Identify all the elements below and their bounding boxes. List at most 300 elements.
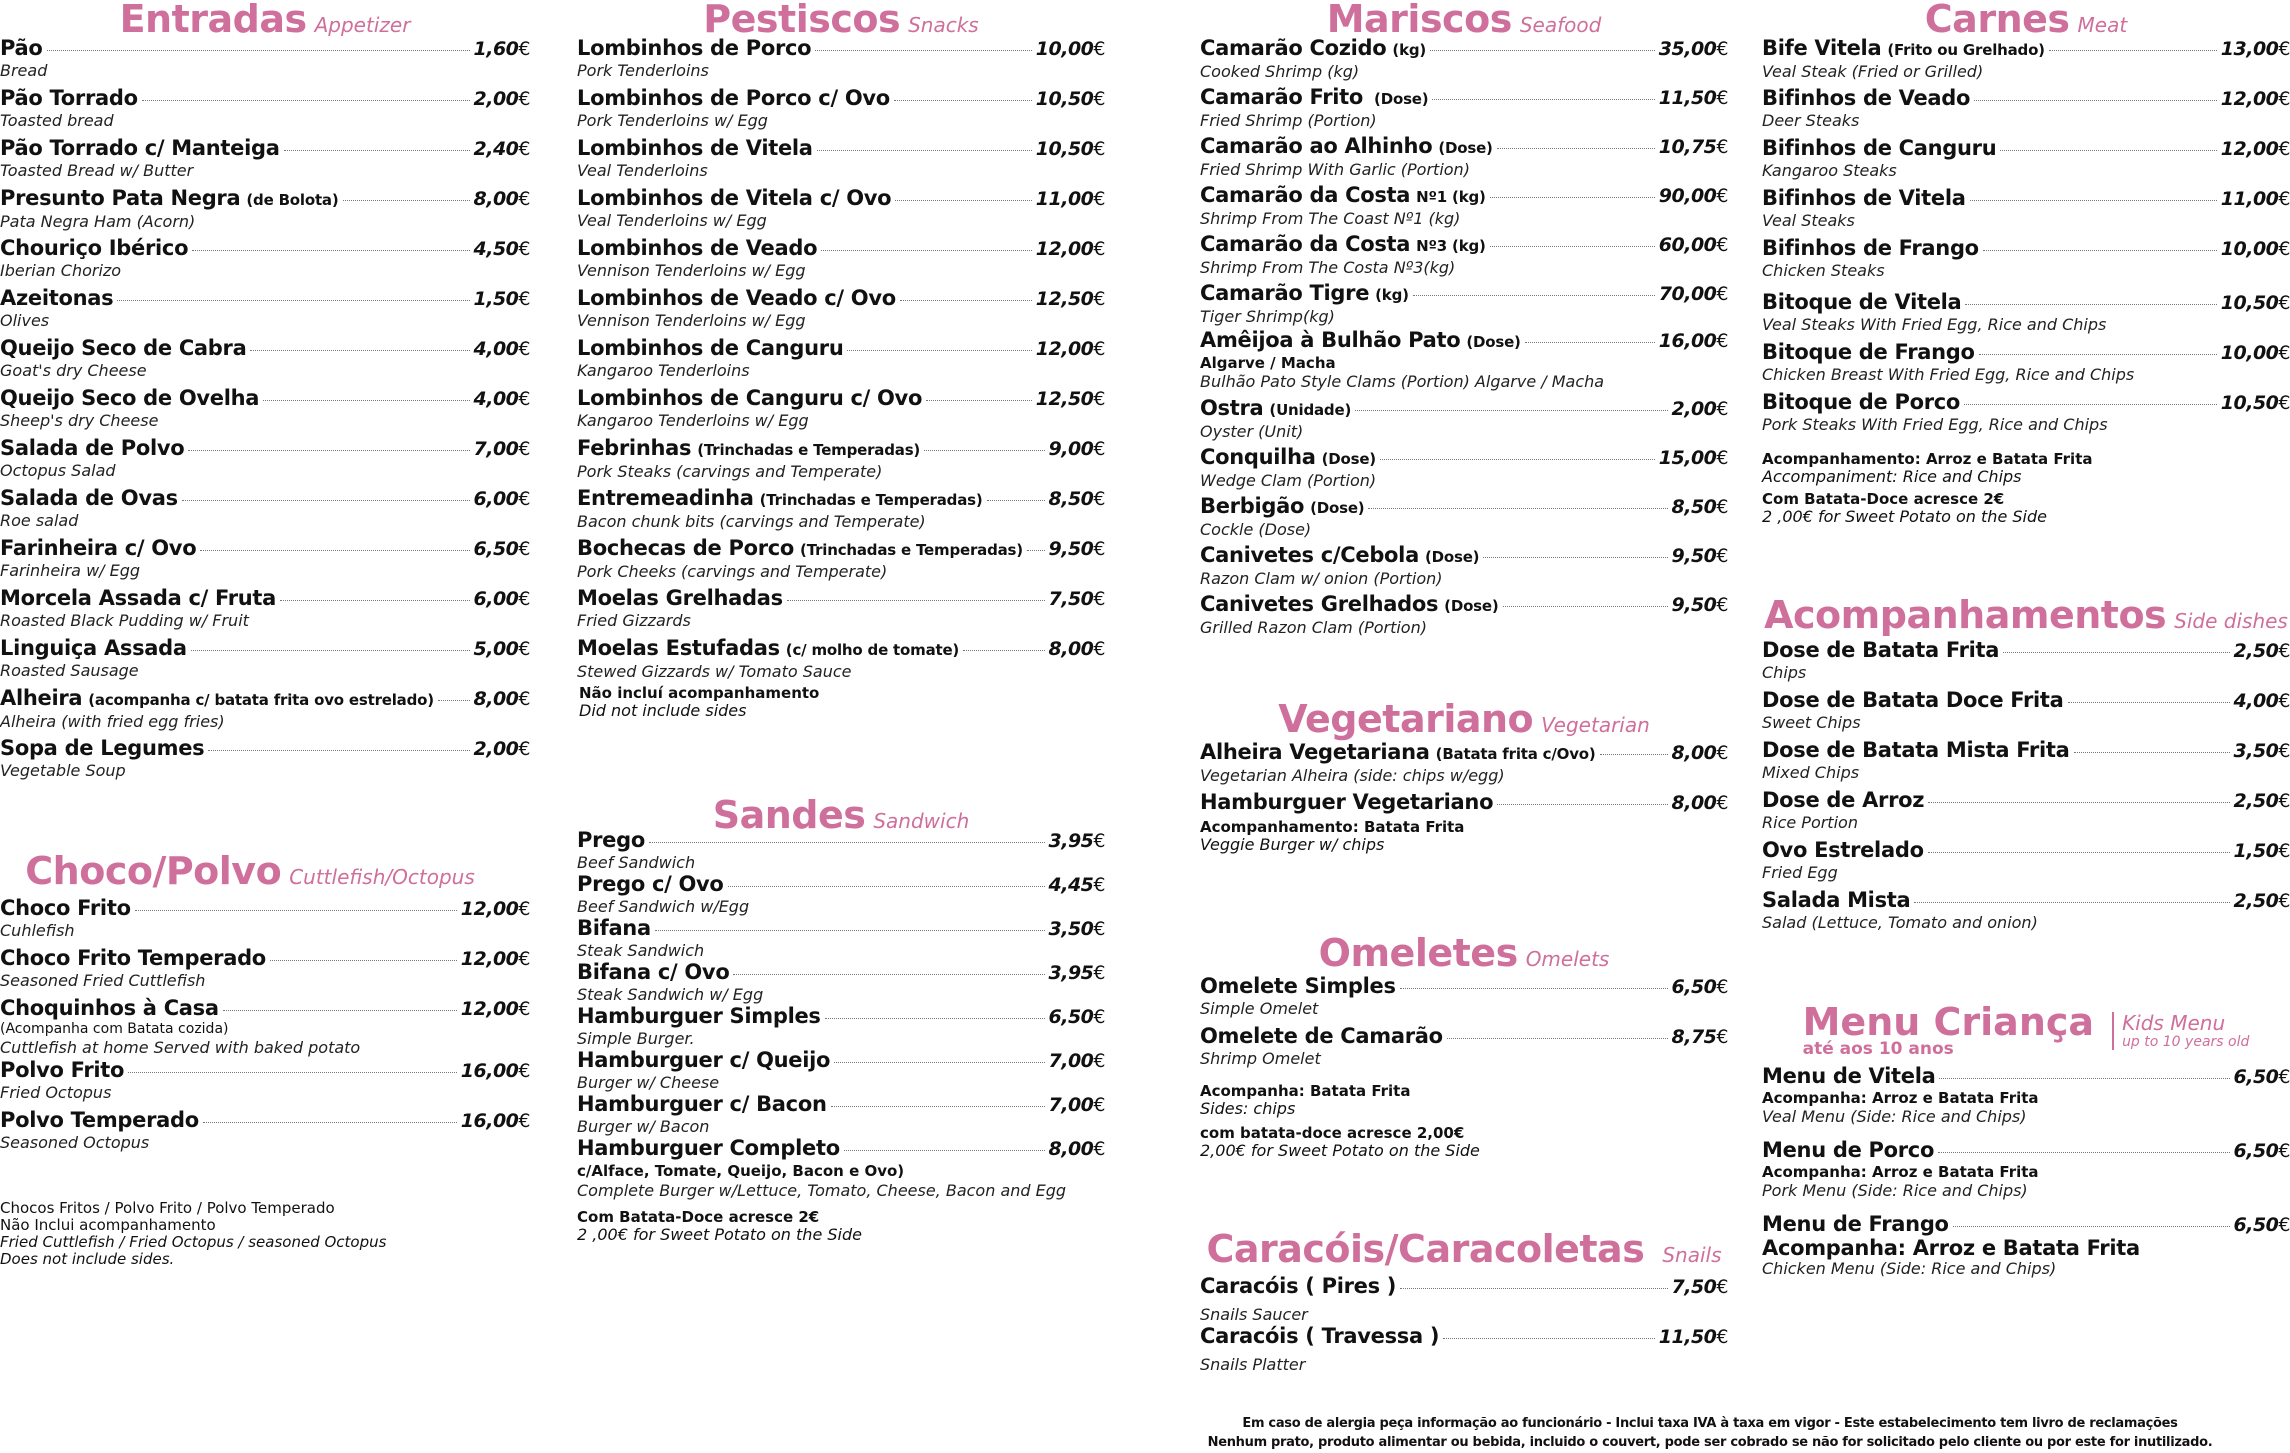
item-price bbox=[1672, 593, 1728, 617]
item-name bbox=[1762, 290, 1961, 314]
footer-line-2: Nenhum prato, produto alimentar ou bebida, incluido o couvert, pode ser cobrado se não for solicitado pelo cliente ou por este for inutilizado. bbox=[1207, 1435, 2213, 1450]
item-name-text: Amêijoa à Bulhão Pato bbox=[1200, 328, 1461, 352]
euro-symbol: € bbox=[518, 538, 530, 560]
item-name-text: Lombinhos de Canguru bbox=[577, 336, 844, 360]
euro-symbol: € bbox=[2278, 38, 2290, 60]
item-name bbox=[0, 686, 434, 712]
item-name bbox=[1762, 738, 2070, 762]
price-value: 8,00 bbox=[1048, 1138, 1094, 1160]
dot-leader bbox=[847, 350, 1031, 351]
section-acompanhamentos bbox=[1762, 593, 2290, 932]
item-name-text: Dose de Batata Doce Frita bbox=[1762, 688, 2064, 712]
menu-item bbox=[1200, 183, 1728, 228]
section-title bbox=[0, 0, 530, 41]
menu-item bbox=[577, 336, 1105, 380]
euro-symbol: € bbox=[518, 998, 530, 1020]
item-name bbox=[577, 1048, 830, 1072]
item-price bbox=[1049, 1049, 1105, 1073]
item-name bbox=[1200, 592, 1499, 618]
price-value: 8,00 bbox=[473, 188, 519, 210]
euro-symbol: € bbox=[518, 738, 530, 760]
item-desc: Alheira (with fried egg fries) bbox=[0, 712, 225, 731]
item-name bbox=[577, 536, 1023, 562]
item-name-text: Lombinhos de Vitela c/ Ovo bbox=[577, 186, 892, 210]
menu-item bbox=[577, 136, 1105, 180]
price-value: 10,50 bbox=[1035, 138, 1094, 160]
section-title bbox=[1200, 697, 1728, 741]
item-row bbox=[1762, 888, 2290, 913]
carnes-notes bbox=[1762, 450, 2093, 526]
item-name bbox=[1200, 445, 1376, 471]
item-name-text: Entremeadinha bbox=[577, 486, 754, 510]
price-value: 6,00 bbox=[473, 588, 519, 610]
menu-item bbox=[577, 86, 1105, 130]
item-price bbox=[474, 337, 530, 361]
item-name bbox=[1200, 790, 1493, 814]
euro-symbol: € bbox=[518, 1060, 530, 1082]
price-value: 6,50 bbox=[1671, 976, 1717, 998]
menu-item bbox=[1200, 328, 1728, 391]
item-row bbox=[1200, 281, 1728, 307]
price-value: 6,50 bbox=[473, 538, 519, 560]
item-price bbox=[474, 237, 530, 261]
item-name-text: Camarão Tigre bbox=[1200, 281, 1370, 305]
dot-leader bbox=[191, 650, 470, 651]
item-name-text: Bifinhos de Canguru bbox=[1762, 136, 1997, 160]
price-value: 8,50 bbox=[1048, 488, 1094, 510]
price-value: 60,00 bbox=[1658, 234, 1717, 256]
menu-item bbox=[0, 996, 530, 1057]
item-price bbox=[1049, 487, 1105, 511]
menu-item bbox=[0, 636, 530, 680]
note-pt: Acompanha: Batata Frita bbox=[1200, 1082, 1411, 1100]
item-row bbox=[577, 236, 1105, 261]
item-desc: Vegetable Soup bbox=[0, 761, 126, 780]
dot-leader bbox=[1503, 606, 1668, 607]
dot-leader bbox=[142, 100, 470, 101]
item-desc: Tiger Shrimp(kg) bbox=[1200, 307, 1335, 326]
item-name-text: Menu de Vitela bbox=[1762, 1064, 1936, 1088]
euro-symbol: € bbox=[2278, 138, 2290, 160]
item-name-text: Moelas Estufadas bbox=[577, 636, 780, 660]
menu-item bbox=[0, 946, 530, 990]
item-name-text: Menu de Porco bbox=[1762, 1138, 1935, 1162]
item-row bbox=[0, 486, 530, 511]
item-name bbox=[0, 236, 188, 260]
item-desc: Chicken Breast With Fried Egg, Rice and Chips bbox=[1762, 365, 2135, 384]
item-name bbox=[1200, 396, 1351, 422]
item-name-text: Hamburguer Vegetariano bbox=[1200, 790, 1494, 814]
item-row bbox=[1762, 1064, 2290, 1089]
menu-item bbox=[0, 896, 530, 940]
item-price bbox=[2221, 341, 2290, 365]
menu-item bbox=[1762, 86, 2290, 130]
menu-item bbox=[0, 736, 530, 780]
menu-item bbox=[1200, 974, 1728, 1018]
item-price bbox=[474, 387, 530, 411]
euro-symbol: € bbox=[518, 288, 530, 310]
item-name bbox=[1200, 494, 1364, 520]
item-name-extra: (Dose) bbox=[1310, 499, 1365, 517]
title-en: Meat bbox=[2077, 13, 2128, 37]
item-price bbox=[2234, 689, 2290, 713]
dot-leader bbox=[128, 1072, 457, 1073]
item-name-text: Conquilha bbox=[1200, 445, 1316, 469]
dot-leader bbox=[1964, 404, 2217, 405]
dot-leader bbox=[343, 200, 470, 201]
note-pt: com batata-doce acresce 2,00€ bbox=[1200, 1124, 1465, 1142]
item-desc: Pork Tenderloins w/ Egg bbox=[577, 111, 768, 130]
dot-leader bbox=[834, 1062, 1044, 1063]
price-value: 12,00 bbox=[460, 948, 519, 970]
euro-symbol: € bbox=[1093, 188, 1105, 210]
item-name bbox=[1200, 36, 1426, 62]
dot-leader bbox=[135, 910, 457, 911]
euro-symbol: € bbox=[1716, 792, 1728, 814]
item-name bbox=[577, 828, 645, 852]
item-name bbox=[1762, 186, 1966, 210]
price-value: 13,00 bbox=[2220, 38, 2279, 60]
note-pt: Acompanhamento: Arroz e Batata Frita bbox=[1762, 450, 2093, 468]
item-name bbox=[1200, 281, 1409, 307]
dot-leader bbox=[1525, 342, 1655, 343]
price-value: 6,50 bbox=[2233, 1140, 2279, 1162]
item-name bbox=[1762, 688, 2064, 712]
item-row bbox=[577, 186, 1105, 211]
euro-symbol: € bbox=[2278, 740, 2290, 762]
item-desc: Fried Shrimp With Garlic (Portion) bbox=[1200, 160, 1470, 179]
item-row bbox=[0, 36, 530, 61]
dot-leader bbox=[2049, 50, 2217, 51]
item-name bbox=[1200, 1324, 1439, 1348]
item-name-text: Bifinhos de Frango bbox=[1762, 236, 1979, 260]
item-name-text: Bife Vitela bbox=[1762, 36, 1882, 60]
item-desc: Pork Steaks (carvings and Temperate) bbox=[577, 462, 883, 481]
price-value: 4,00 bbox=[2233, 690, 2279, 712]
menu-item bbox=[1762, 186, 2290, 230]
item-price bbox=[1036, 187, 1105, 211]
menu-item bbox=[577, 186, 1105, 230]
euro-symbol: € bbox=[1093, 1006, 1105, 1028]
item-name bbox=[577, 586, 783, 610]
price-value: 2,50 bbox=[2233, 790, 2279, 812]
dot-leader bbox=[1983, 250, 2217, 251]
item-row bbox=[1200, 1024, 1728, 1049]
item-note: Acompanha: Arroz e Batata Frita bbox=[1762, 1163, 2039, 1181]
item-row bbox=[577, 636, 1105, 662]
euro-symbol: € bbox=[1716, 330, 1728, 352]
dot-leader bbox=[649, 842, 1045, 843]
item-name-text: Dose de Batata Mista Frita bbox=[1762, 738, 2070, 762]
item-price bbox=[1036, 237, 1105, 261]
menu-item bbox=[1762, 136, 2290, 180]
item-price bbox=[1036, 137, 1105, 161]
item-desc: Kangaroo Tenderloins w/ Egg bbox=[577, 411, 809, 430]
item-row bbox=[577, 1004, 1105, 1029]
item-desc: Chicken Steaks bbox=[1762, 261, 1885, 280]
item-row bbox=[1200, 543, 1728, 569]
item-desc: Olives bbox=[0, 311, 50, 330]
item-name bbox=[1762, 86, 1970, 110]
item-row bbox=[0, 1058, 530, 1083]
menu-item bbox=[1200, 1274, 1728, 1324]
dot-leader bbox=[2000, 150, 2216, 151]
dot-leader bbox=[188, 450, 469, 451]
price-value: 8,00 bbox=[473, 688, 519, 710]
menu-item bbox=[577, 386, 1105, 430]
menu-item bbox=[0, 486, 530, 530]
dot-leader bbox=[1965, 304, 2216, 305]
euro-symbol: € bbox=[518, 138, 530, 160]
item-name-text: Camarão da Costa bbox=[1200, 232, 1411, 256]
dot-leader bbox=[825, 1018, 1045, 1019]
price-value: 70,00 bbox=[1658, 283, 1717, 305]
item-price bbox=[461, 947, 530, 971]
item-name bbox=[577, 486, 983, 512]
item-name-text: Omelete Simples bbox=[1200, 974, 1396, 998]
item-name bbox=[0, 1058, 124, 1082]
item-row bbox=[0, 136, 530, 161]
price-value: 90,00 bbox=[1658, 185, 1717, 207]
item-row bbox=[1200, 328, 1728, 354]
item-name bbox=[577, 960, 729, 984]
menu-item bbox=[0, 686, 530, 731]
item-desc: Mixed Chips bbox=[1762, 763, 1860, 782]
item-price bbox=[1036, 337, 1105, 361]
item-name-text: Choco Frito Temperado bbox=[0, 946, 266, 970]
item-desc: Cooked Shrimp (kg) bbox=[1200, 62, 1360, 81]
item-name-extra: (Dose) bbox=[1466, 333, 1521, 351]
euro-symbol: € bbox=[518, 638, 530, 660]
item-desc: Complete Burger w/Lettuce, Tomato, Cheese, Bacon and Egg bbox=[577, 1181, 1067, 1200]
menu-item bbox=[577, 1004, 1105, 1048]
price-value: 12,50 bbox=[1035, 388, 1094, 410]
item-name-text: Caracóis ( Pires ) bbox=[1200, 1274, 1397, 1298]
item-row bbox=[1762, 1138, 2290, 1163]
title-en: Side dishes bbox=[2174, 609, 2288, 633]
item-row bbox=[1200, 790, 1728, 815]
item-desc: Roasted Black Pudding w/ Fruit bbox=[0, 611, 249, 630]
item-name-text: Morcela Assada c/ Fruta bbox=[0, 586, 277, 610]
dot-leader bbox=[1027, 550, 1045, 551]
item-name-text: Pão Torrado bbox=[0, 86, 138, 110]
item-desc: Rice Portion bbox=[1762, 813, 1858, 832]
item-price bbox=[1049, 1093, 1105, 1117]
item-name-text: Sopa de Legumes bbox=[0, 736, 205, 760]
item-name bbox=[1200, 328, 1521, 354]
note-en: 2,00€ for Sweet Potato on the Side bbox=[1200, 1141, 1480, 1160]
euro-symbol: € bbox=[1093, 288, 1105, 310]
item-name-text: Choquinhos à Casa bbox=[0, 996, 219, 1020]
price-value: 3,95 bbox=[1048, 962, 1094, 984]
euro-symbol: € bbox=[2278, 292, 2290, 314]
price-value: 12,00 bbox=[460, 998, 519, 1020]
euro-symbol: € bbox=[1093, 338, 1105, 360]
price-value: 9,50 bbox=[1048, 538, 1094, 560]
item-desc: Seasoned Fried Cuttlefish bbox=[0, 971, 206, 990]
price-value: 12,00 bbox=[1035, 238, 1094, 260]
item-name bbox=[577, 436, 920, 462]
item-price bbox=[1049, 537, 1105, 561]
menu-item bbox=[1200, 281, 1728, 326]
item-row bbox=[1200, 36, 1728, 62]
item-desc: Roe salad bbox=[0, 511, 79, 530]
item-name-extra: (de Bolota) bbox=[246, 191, 339, 209]
item-name bbox=[0, 36, 43, 60]
euro-symbol: € bbox=[2278, 840, 2290, 862]
menu-item bbox=[577, 536, 1105, 581]
item-name-text: Salada Mista bbox=[1762, 888, 1911, 912]
item-name bbox=[1762, 1064, 1935, 1088]
omeletes-notes bbox=[1200, 1082, 1480, 1160]
euro-symbol: € bbox=[2278, 1214, 2290, 1236]
dot-leader bbox=[1447, 1038, 1668, 1039]
price-value: 11,50 bbox=[1658, 87, 1717, 109]
item-price bbox=[1659, 37, 1728, 61]
item-name bbox=[1762, 788, 1924, 812]
price-value: 12,00 bbox=[460, 898, 519, 920]
note-en: Veggie Burger w/ chips bbox=[1200, 835, 1385, 854]
note-en: Sides: chips bbox=[1200, 1099, 1296, 1118]
euro-symbol: € bbox=[1716, 594, 1728, 616]
menu-item bbox=[1200, 134, 1728, 179]
title-pt: Caracóis/Caracoletas bbox=[1206, 1227, 1645, 1271]
item-name bbox=[0, 996, 219, 1020]
dot-leader bbox=[1938, 1152, 2229, 1153]
euro-symbol: € bbox=[1093, 638, 1105, 660]
euro-symbol: € bbox=[2278, 790, 2290, 812]
item-name bbox=[1762, 638, 1999, 662]
euro-symbol: € bbox=[1716, 545, 1728, 567]
item-desc: Kangaroo Steaks bbox=[1762, 161, 1897, 180]
price-value: 9,50 bbox=[1671, 594, 1717, 616]
euro-symbol: € bbox=[1093, 588, 1105, 610]
title-en: Cuttlefish/Octopus bbox=[289, 865, 475, 889]
item-desc: Chips bbox=[1762, 663, 1807, 682]
item-name bbox=[1762, 390, 1960, 414]
price-value: 4,00 bbox=[473, 388, 519, 410]
title-pt: Mariscos bbox=[1326, 0, 1512, 41]
dot-leader bbox=[1974, 100, 2217, 101]
item-name bbox=[577, 36, 811, 60]
item-row bbox=[1200, 134, 1728, 160]
item-desc: Toasted Bread w/ Butter bbox=[0, 161, 194, 180]
dot-leader bbox=[2074, 752, 2230, 753]
item-row bbox=[0, 736, 530, 761]
item-name-text: Salada de Ovas bbox=[0, 486, 178, 510]
item-name bbox=[0, 286, 113, 310]
price-value: 3,95 bbox=[1048, 830, 1094, 852]
price-value: 15,00 bbox=[1658, 447, 1717, 469]
item-price bbox=[1049, 437, 1105, 461]
item-price bbox=[2234, 1213, 2290, 1237]
item-desc: Goat's dry Cheese bbox=[0, 361, 147, 380]
item-row bbox=[577, 336, 1105, 361]
item-note: (Acompanha com Batata cozida) bbox=[0, 1021, 229, 1037]
price-value: 6,50 bbox=[1048, 1006, 1094, 1028]
item-name-extra: (Trinchadas e Temperadas) bbox=[697, 441, 921, 459]
dot-leader bbox=[192, 250, 469, 251]
item-name-extra: (Trinchadas e Temperadas) bbox=[759, 491, 983, 509]
item-price bbox=[1049, 587, 1105, 611]
item-name bbox=[0, 1108, 199, 1132]
title-pt: Omeletes bbox=[1318, 931, 1518, 975]
item-name bbox=[577, 136, 813, 160]
price-value: 1,50 bbox=[473, 288, 519, 310]
euro-symbol: € bbox=[1093, 238, 1105, 260]
dot-leader bbox=[1600, 754, 1668, 755]
item-name-extra: (Dose) bbox=[1438, 139, 1493, 157]
item-row bbox=[1762, 290, 2290, 315]
item-row bbox=[577, 86, 1105, 111]
item-price bbox=[2234, 789, 2290, 813]
item-row bbox=[0, 586, 530, 611]
dot-leader bbox=[815, 50, 1032, 51]
title-en: Vegetarian bbox=[1541, 713, 1650, 737]
item-name-text: Lombinhos de Veado c/ Ovo bbox=[577, 286, 896, 310]
item-row bbox=[1200, 183, 1728, 209]
item-desc: Deer Steaks bbox=[1762, 111, 1860, 130]
item-name-text: Bitoque de Porco bbox=[1762, 390, 1961, 414]
menu-item bbox=[0, 36, 530, 80]
item-row bbox=[1762, 390, 2290, 415]
dot-leader bbox=[203, 1122, 457, 1123]
menu-item bbox=[1200, 85, 1728, 130]
item-desc: Simple Omelet bbox=[1200, 999, 1319, 1018]
item-name bbox=[577, 1136, 840, 1160]
item-name-extra: Nº3 (kg) bbox=[1416, 237, 1486, 255]
dot-leader bbox=[2003, 652, 2229, 653]
item-name-text: Bifinhos de Vitela bbox=[1762, 186, 1966, 210]
menu-item bbox=[1762, 390, 2290, 434]
item-desc: Pork Steaks With Fried Egg, Rice and Chips bbox=[1762, 415, 2108, 434]
item-name-text: Lombinhos de Vitela bbox=[577, 136, 813, 160]
item-price bbox=[1672, 975, 1728, 999]
item-name bbox=[0, 736, 204, 760]
item-row bbox=[1200, 396, 1728, 422]
menu-item bbox=[1200, 445, 1728, 490]
menu-item bbox=[577, 1048, 1105, 1092]
euro-symbol: € bbox=[2278, 88, 2290, 110]
section-title bbox=[1200, 1227, 1728, 1271]
item-name-text: Lombinhos de Veado bbox=[577, 236, 818, 260]
item-desc: Beef Sandwich w/Egg bbox=[577, 897, 750, 916]
dot-leader bbox=[117, 300, 469, 301]
price-value: 10,50 bbox=[1035, 88, 1094, 110]
item-price bbox=[474, 287, 530, 311]
item-price bbox=[1672, 397, 1728, 421]
item-row bbox=[0, 946, 530, 971]
item-row bbox=[577, 286, 1105, 311]
item-desc: Steak Sandwich bbox=[577, 941, 705, 960]
item-name-text: Caracóis ( Travessa ) bbox=[1200, 1324, 1440, 1348]
item-name bbox=[1762, 1212, 1949, 1236]
item-name bbox=[577, 336, 843, 360]
section-title bbox=[0, 849, 530, 893]
item-price bbox=[1049, 917, 1105, 941]
item-name bbox=[0, 386, 259, 410]
item-price bbox=[1659, 446, 1728, 470]
item-name-text: Hamburguer c/ Bacon bbox=[577, 1092, 827, 1116]
dot-leader bbox=[1430, 50, 1655, 51]
menu-item bbox=[0, 136, 530, 180]
item-name-extra: (kg) bbox=[1392, 41, 1427, 59]
menu-item bbox=[1200, 1024, 1728, 1068]
item-desc: Veal Steaks With Fried Egg, Rice and Chips bbox=[1762, 315, 2107, 334]
price-value: 2,50 bbox=[2233, 890, 2279, 912]
euro-symbol: € bbox=[2278, 690, 2290, 712]
item-name-text: Canivetes Grelhados bbox=[1200, 592, 1439, 616]
